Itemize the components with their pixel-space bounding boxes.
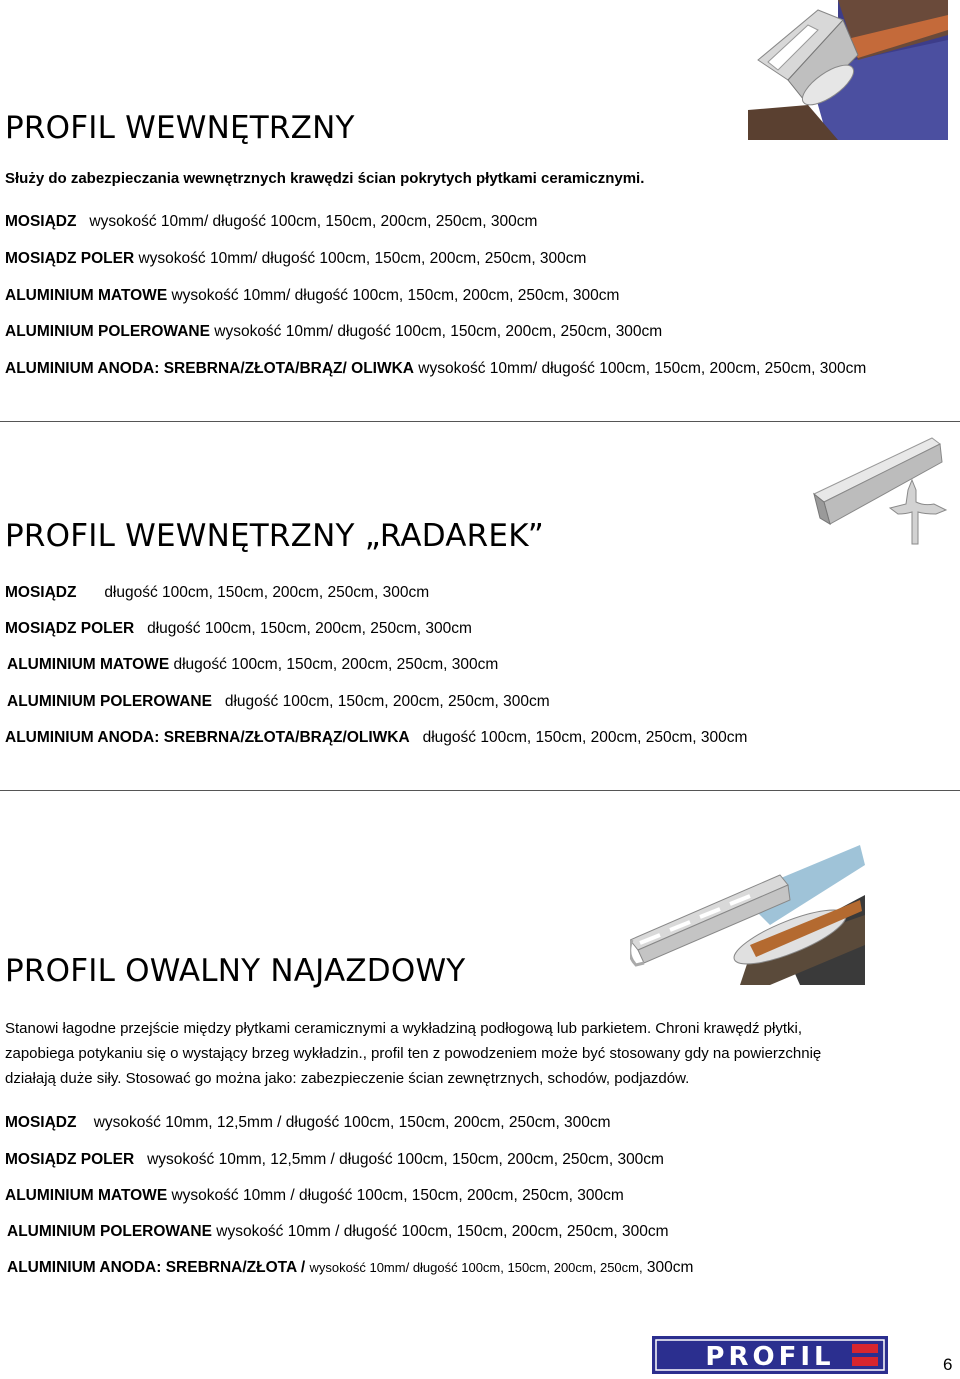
material-label: MOSIĄDZ (5, 584, 77, 601)
radarek-profile-image (812, 432, 958, 552)
dimensions-text: wysokość 10mm, 12,5mm / długość 100cm, 150cm, 200cm, 250cm, 300cm (147, 1151, 664, 1168)
dimensions-text: wysokość 10mm/ długość 100cm, 150cm, 200cm, 250cm, (309, 1260, 643, 1275)
description-line: Stanowi łagodne przejście między płytkami ceramicznymi a wykładziną podłogową lub parkietem. Chroni krawędź płytki, (5, 1020, 803, 1037)
material-label: ALUMINIUM POLEROWANE (7, 1223, 212, 1240)
profile-corner-image (748, 0, 948, 140)
material-label: MOSIĄDZ (5, 1114, 77, 1131)
section3-line-5 (7, 1259, 693, 1277)
description-line: działają duże siły. Stosować go można jako: zabezpieczenie ścian zewnętrznych, schodów, podjazdów. (5, 1070, 690, 1087)
section3-description (5, 1016, 935, 1091)
section1-subtitle: Służy do zabezpieczania wewnętrznych krawędzi ścian pokrytych płytkami ceramicznymi. (5, 170, 645, 187)
dimensions-text: wysokość 10mm/ długość 100cm, 150cm, 200cm, 250cm, 300cm (418, 360, 867, 377)
section3-line-4 (7, 1223, 669, 1241)
material-label: ALUMINIUM POLEROWANE (5, 323, 210, 340)
section2-line-3 (7, 656, 498, 674)
section1-title: PROFIL WEWNĘTRZNY (5, 110, 355, 146)
section-divider (0, 421, 960, 422)
dimensions-text: wysokość 10mm/ długość 100cm, 150cm, 200cm, 250cm, 300cm (171, 287, 620, 304)
section2-title: PROFIL WEWNĘTRZNY „RADAREK” (5, 518, 545, 554)
material-label: ALUMINIUM ANODA: SREBRNA/ZŁOTA/BRĄZ/ OLIWKA (5, 360, 414, 377)
section3-line-1 (5, 1114, 611, 1132)
material-label: MOSIĄDZ POLER (5, 1151, 135, 1168)
material-label: MOSIĄDZ POLER (5, 250, 135, 267)
section1-line-2 (5, 250, 586, 268)
dimensions-text: wysokość 10mm / długość 100cm, 150cm, 200cm, 250cm, 300cm (216, 1223, 669, 1240)
section2-line-2 (5, 620, 472, 638)
dimensions-text-end: 300cm (646, 1259, 694, 1276)
page-number: 6 (943, 1355, 953, 1374)
dimensions-text: długość 100cm, 150cm, 200cm, 250cm, 300cm (422, 729, 748, 746)
dimensions-text: wysokość 10mm/ długość 100cm, 150cm, 200cm, 250cm, 300cm (214, 323, 663, 340)
dimensions-text: wysokość 10mm/ długość 100cm, 150cm, 200cm, 250cm, 300cm (89, 213, 538, 230)
dimensions-text: wysokość 10mm/ długość 100cm, 150cm, 200cm, 250cm, 300cm (138, 250, 587, 267)
material-label: MOSIĄDZ (5, 213, 77, 230)
material-label: MOSIĄDZ POLER (5, 620, 135, 637)
oval-profile-image (630, 845, 865, 985)
section2-line-1 (5, 584, 429, 602)
material-label: ALUMINIUM MATOWE (7, 656, 170, 673)
section3-line-3 (5, 1187, 624, 1205)
dimensions-text: wysokość 10mm, 12,5mm / długość 100cm, 150cm, 200cm, 250cm, 300cm (93, 1114, 611, 1131)
dimensions-text: długość 100cm, 150cm, 200cm, 250cm, 300cm (224, 693, 550, 710)
material-label: ALUMINIUM ANODA: SREBRNA/ZŁOTA / (7, 1259, 306, 1276)
section1-line-1 (5, 213, 537, 231)
profil-logo (652, 1336, 888, 1374)
section2-line-5 (5, 729, 747, 747)
dimensions-text: długość 100cm, 150cm, 200cm, 250cm, 300cm (173, 656, 499, 673)
material-label: ALUMINIUM MATOWE (5, 1187, 168, 1204)
section1-line-3 (5, 287, 619, 305)
section3-line-2 (5, 1151, 664, 1169)
section3-title: PROFIL OWALNY NAJAZDOWY (5, 953, 466, 989)
section-divider (0, 790, 960, 791)
dimensions-text: długość 100cm, 150cm, 200cm, 250cm, 300cm (104, 584, 430, 601)
dimensions-text: długość 100cm, 150cm, 200cm, 250cm, 300cm (147, 620, 472, 637)
description-line: zapobiega potykaniu się o wystający brzeg wykładzin., profil ten z powodzeniem może być stosowany gdy na powierzchnię (5, 1045, 822, 1062)
dimensions-text: wysokość 10mm / długość 100cm, 150cm, 200cm, 250cm, 300cm (171, 1187, 624, 1204)
section1-line-4 (5, 323, 662, 341)
material-label: ALUMINIUM MATOWE (5, 287, 168, 304)
material-label: ALUMINIUM POLEROWANE (7, 693, 212, 710)
section2-line-4 (7, 693, 550, 711)
material-label: ALUMINIUM ANODA: SREBRNA/ZŁOTA/BRĄZ/OLIWKA (5, 729, 410, 746)
section1-line-5 (5, 360, 866, 378)
logo-text: PROFIL (705, 1342, 835, 1372)
